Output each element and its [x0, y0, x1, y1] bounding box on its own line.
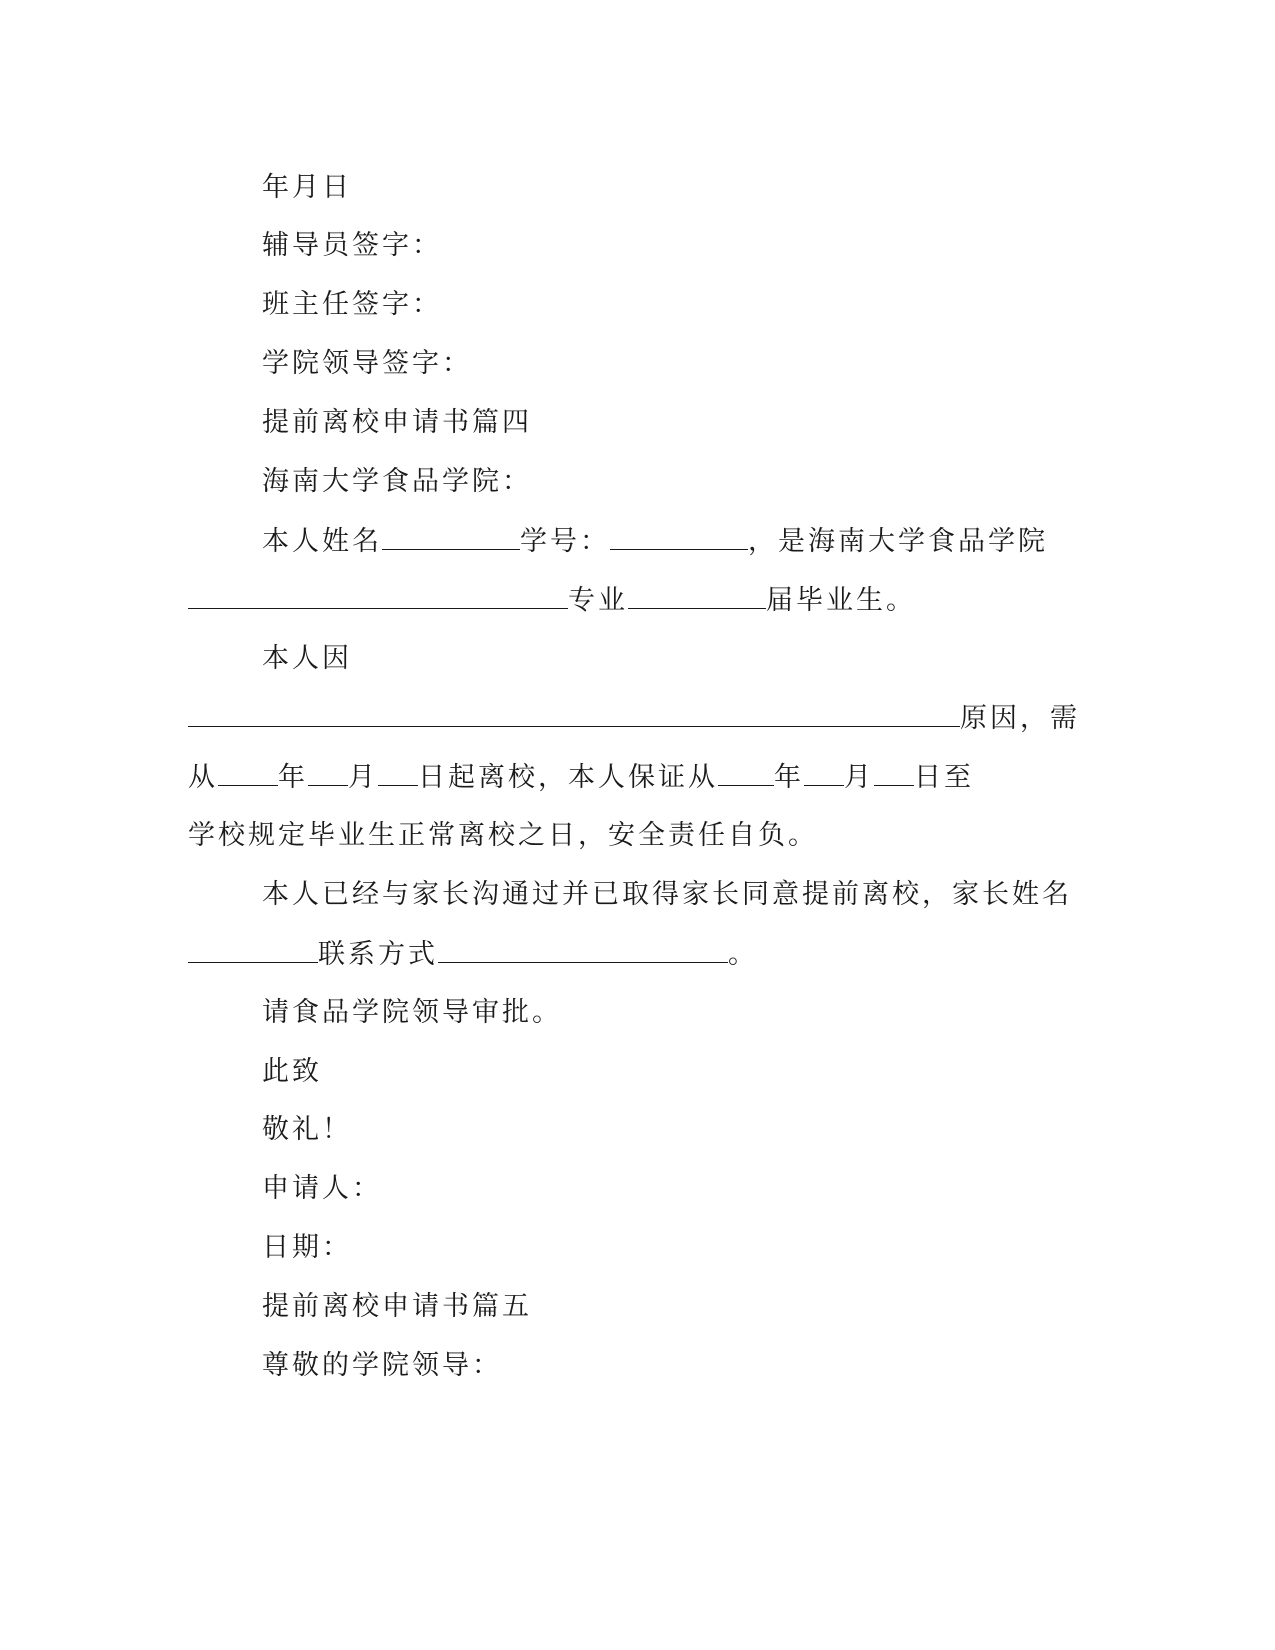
parent-contact-line — [188, 936, 758, 973]
leave-month-blank — [308, 759, 348, 786]
year-label: 年 — [278, 762, 308, 793]
until-year-blank — [718, 759, 774, 786]
contact-label: 联系方式 — [318, 939, 438, 970]
graduation-year-blank — [628, 582, 766, 609]
student-info-line — [262, 523, 1048, 560]
until-day-blank — [874, 759, 914, 786]
student-id-blank — [610, 523, 748, 550]
responsibility-line: 学校规定毕业生正常离校之日，安全责任自负。 — [188, 820, 818, 851]
salutation-line: 海南大学食品学院： — [262, 466, 532, 497]
reason-intro-line: 本人因 — [262, 643, 352, 674]
period: 。 — [728, 939, 758, 970]
student-id-label: 学号： — [520, 526, 610, 557]
parent-consent-line: 本人已经与家长沟通过并已取得家长同意提前离校，家长姓名 — [262, 879, 1072, 910]
counselor-signature-line: 辅导员签字： — [262, 230, 442, 261]
section-title-five: 提前离校申请书篇五 — [262, 1291, 532, 1322]
college-leader-signature-line: 学院领导签字： — [262, 348, 472, 379]
school-text: ，是海南大学食品学院 — [748, 526, 1048, 557]
closing-to-line: 此致 — [262, 1056, 322, 1087]
date-line: 年月日 — [262, 172, 352, 203]
approval-request-line: 请食品学院领导审批。 — [262, 997, 562, 1028]
month-label: 月 — [348, 762, 378, 793]
reason-need-text: 原因，需 — [960, 703, 1080, 734]
major-label: 专业 — [568, 585, 628, 616]
until-month-blank — [804, 759, 844, 786]
name-blank — [382, 523, 520, 550]
major-line — [188, 582, 916, 619]
month-label-2: 月 — [844, 762, 874, 793]
until-day-text: 日至 — [914, 762, 974, 793]
greeting-five-line: 尊敬的学院领导： — [262, 1350, 502, 1381]
applicant-line: 申请人： — [262, 1173, 382, 1204]
major-blank — [188, 582, 568, 609]
reason-line — [188, 700, 1080, 737]
name-label: 本人姓名 — [262, 526, 382, 557]
parent-name-blank — [188, 936, 318, 963]
date-label-line: 日期： — [262, 1232, 352, 1263]
reason-blank — [188, 700, 960, 727]
head-teacher-signature-line: 班主任签字： — [262, 289, 442, 320]
from-text: 从 — [188, 762, 218, 793]
contact-blank — [438, 936, 728, 963]
leave-day-blank — [378, 759, 418, 786]
section-title-four: 提前离校申请书篇四 — [262, 407, 532, 438]
year-label-2: 年 — [774, 762, 804, 793]
leave-date-line — [188, 759, 974, 796]
leave-year-blank — [218, 759, 278, 786]
graduate-label: 届毕业生。 — [766, 585, 916, 616]
salute-line: 敬礼！ — [262, 1114, 352, 1145]
leave-day-text: 日起离校，本人保证从 — [418, 762, 718, 793]
